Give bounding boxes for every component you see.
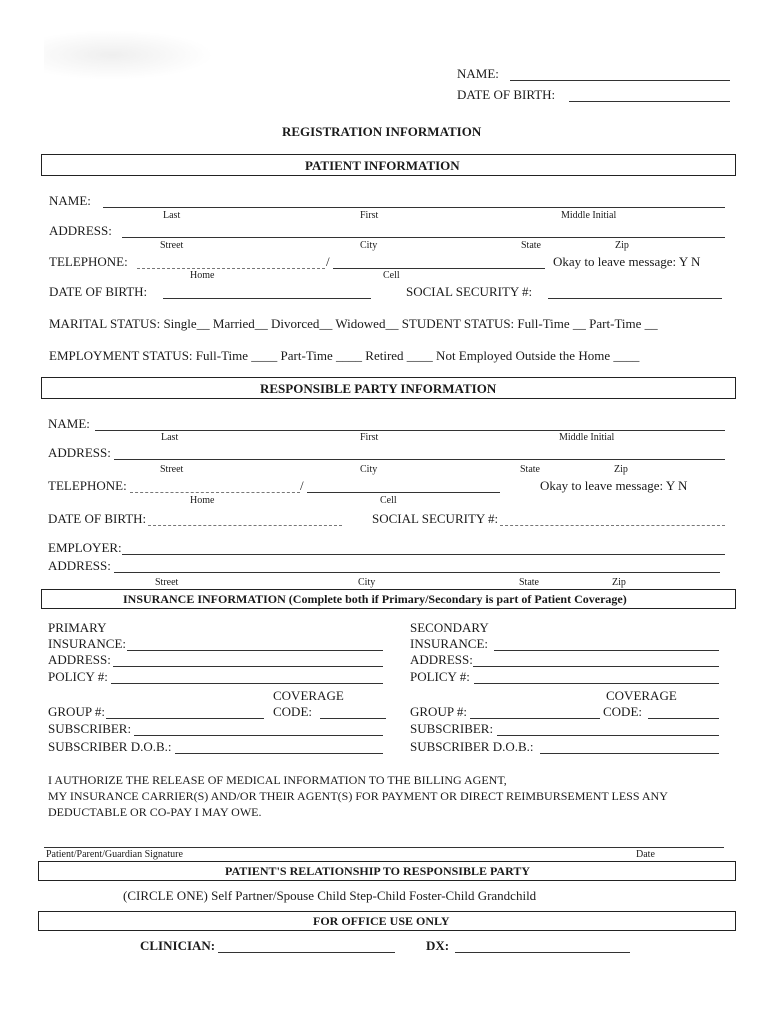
patient-city-caption: City: [360, 240, 378, 251]
secondary-subscriber-dob-field[interactable]: [540, 753, 719, 754]
insurance-section-title: INSURANCE INFORMATION (Complete both if Primary/Secondary is part of Patient Coverage): [123, 592, 627, 606]
responsible-first-caption: First: [360, 432, 379, 443]
patient-address-label: ADDRESS:: [49, 223, 112, 238]
header-dob-field[interactable]: [569, 101, 730, 102]
secondary-address-field[interactable]: [473, 666, 719, 667]
primary-insurance-label: INSURANCE:: [48, 636, 127, 651]
responsible-last-caption: Last: [161, 432, 179, 443]
responsible-phone-slash: /: [300, 478, 304, 493]
responsible-employer-address-label: ADDRESS:: [48, 558, 111, 573]
patient-first-caption: First: [360, 210, 379, 221]
authorization-line-2: MY INSURANCE CARRIER(S) AND/OR THEIR AGENT(S) FOR PAYMENT OR DIRECT REIMBURSEMENT LESS ANY: [48, 789, 668, 803]
secondary-policy-field[interactable]: [474, 683, 719, 684]
responsible-name-label: NAME:: [48, 416, 90, 431]
responsible-street-caption: Street: [160, 464, 184, 475]
responsible-okay-message: Okay to leave message: Y N: [540, 478, 688, 493]
patient-marital-status: MARITAL STATUS: Single__ Married__ Divorced__ Widowed__ STUDENT STATUS: Full-Time __ Part-Time __: [49, 316, 658, 331]
primary-subscriber-label: SUBSCRIBER:: [48, 721, 132, 736]
patient-cell-caption: Cell: [383, 270, 400, 281]
secondary-title: SECONDARY: [410, 620, 489, 635]
primary-address-field[interactable]: [113, 666, 383, 667]
responsible-city2-caption: City: [358, 577, 376, 588]
responsible-state-caption: State: [520, 464, 540, 475]
responsible-city-caption: City: [360, 464, 378, 475]
primary-policy-field[interactable]: [111, 683, 383, 684]
primary-code-label: CODE:: [273, 704, 312, 719]
relationship-options[interactable]: (CIRCLE ONE) Self Partner/Spouse Child Step-Child Foster-Child Grandchild: [123, 888, 537, 903]
responsible-employer-label: EMPLOYER:: [48, 540, 122, 555]
primary-coverage-label: COVERAGE: [273, 688, 344, 703]
patient-home-caption: Home: [190, 270, 215, 281]
responsible-dob-label: DATE OF BIRTH:: [48, 511, 147, 526]
primary-insurance-field[interactable]: [127, 650, 383, 651]
clinician-field[interactable]: [218, 952, 395, 953]
header-dob-label: DATE OF BIRTH:: [457, 87, 556, 102]
responsible-ssn-field[interactable]: [500, 525, 725, 526]
patient-phone-slash: /: [326, 254, 330, 269]
secondary-code-field[interactable]: [648, 718, 719, 719]
header-name-field[interactable]: [510, 80, 730, 81]
primary-group-label: GROUP #:: [48, 704, 105, 719]
patient-section-title: PATIENT INFORMATION: [305, 158, 460, 173]
patient-state-caption: State: [521, 240, 541, 251]
primary-subscriber-field[interactable]: [134, 735, 383, 736]
responsible-name-field[interactable]: [95, 430, 725, 431]
responsible-dob-field[interactable]: [148, 525, 342, 526]
dx-label: DX:: [426, 938, 450, 953]
secondary-insurance-label: INSURANCE:: [410, 636, 489, 651]
primary-code-field[interactable]: [320, 718, 386, 719]
signature-field[interactable]: [44, 847, 724, 848]
secondary-code-label: CODE:: [603, 704, 642, 719]
primary-title: PRIMARY: [48, 620, 107, 635]
responsible-home-phone-field[interactable]: [130, 492, 300, 493]
header-name-label: NAME:: [457, 66, 499, 81]
dx-field[interactable]: [455, 952, 630, 953]
date-caption: Date: [636, 849, 655, 860]
responsible-employer-field[interactable]: [122, 554, 725, 555]
responsible-home-caption: Home: [190, 495, 215, 506]
patient-last-caption: Last: [163, 210, 181, 221]
page-title: REGISTRATION INFORMATION: [282, 124, 482, 139]
primary-group-field[interactable]: [106, 718, 264, 719]
responsible-middle-caption: Middle Initial: [559, 432, 615, 443]
secondary-subscriber-dob-label: SUBSCRIBER D.O.B.:: [410, 739, 534, 754]
responsible-state2-caption: State: [519, 577, 539, 588]
patient-telephone-label: TELEPHONE:: [49, 254, 128, 269]
patient-okay-message: Okay to leave message: Y N: [553, 254, 701, 269]
secondary-insurance-field[interactable]: [494, 650, 719, 651]
patient-cell-phone-field[interactable]: [333, 268, 545, 269]
responsible-telephone-label: TELEPHONE:: [48, 478, 127, 493]
secondary-group-label: GROUP #:: [410, 704, 467, 719]
secondary-subscriber-field[interactable]: [497, 735, 719, 736]
signature-caption: Patient/Parent/Guardian Signature: [46, 849, 183, 860]
relationship-section-title: PATIENT'S RELATIONSHIP TO RESPONSIBLE PARTY: [225, 864, 530, 878]
responsible-cell-caption: Cell: [380, 495, 397, 506]
primary-subscriber-dob-field[interactable]: [175, 753, 383, 754]
responsible-employer-address-field[interactable]: [114, 572, 720, 573]
responsible-street2-caption: Street: [155, 577, 179, 588]
patient-name-label: NAME:: [49, 193, 91, 208]
scan-smudge: [44, 30, 214, 80]
responsible-address-label: ADDRESS:: [48, 445, 111, 460]
office-section-title: FOR OFFICE USE ONLY: [313, 914, 450, 928]
primary-policy-label: POLICY #:: [48, 669, 108, 684]
primary-subscriber-dob-label: SUBSCRIBER D.O.B.:: [48, 739, 172, 754]
patient-address-field[interactable]: [122, 237, 725, 238]
patient-ssn-label: SOCIAL SECURITY #:: [406, 284, 533, 299]
primary-address-label: ADDRESS:: [48, 652, 111, 667]
responsible-zip2-caption: Zip: [612, 577, 626, 588]
patient-dob-field[interactable]: [163, 298, 371, 299]
secondary-coverage-label: COVERAGE: [606, 688, 677, 703]
patient-name-field[interactable]: [103, 207, 725, 208]
responsible-zip-caption: Zip: [614, 464, 628, 475]
authorization-line-3: DEDUCTABLE OR CO-PAY I MAY OWE.: [48, 805, 262, 819]
responsible-cell-phone-field[interactable]: [307, 492, 500, 493]
responsible-ssn-label: SOCIAL SECURITY #:: [372, 511, 499, 526]
secondary-policy-label: POLICY #:: [410, 669, 470, 684]
secondary-address-label: ADDRESS:: [410, 652, 473, 667]
secondary-group-field[interactable]: [470, 718, 600, 719]
patient-zip-caption: Zip: [615, 240, 629, 251]
patient-home-phone-field[interactable]: [137, 268, 325, 269]
patient-middle-caption: Middle Initial: [561, 210, 617, 221]
secondary-subscriber-label: SUBSCRIBER:: [410, 721, 494, 736]
responsible-address-field[interactable]: [114, 459, 725, 460]
patient-employment-status: EMPLOYMENT STATUS: Full-Time ____ Part-Time ____ Retired ____ Not Employed Outside the Home ____: [49, 348, 640, 363]
patient-dob-label: DATE OF BIRTH:: [49, 284, 148, 299]
authorization-line-1: I AUTHORIZE THE RELEASE OF MEDICAL INFORMATION TO THE BILLING AGENT,: [48, 773, 507, 787]
responsible-section-title: RESPONSIBLE PARTY INFORMATION: [260, 381, 497, 396]
patient-ssn-field[interactable]: [548, 298, 722, 299]
clinician-label: CLINICIAN:: [140, 938, 216, 953]
patient-street-caption: Street: [160, 240, 184, 251]
